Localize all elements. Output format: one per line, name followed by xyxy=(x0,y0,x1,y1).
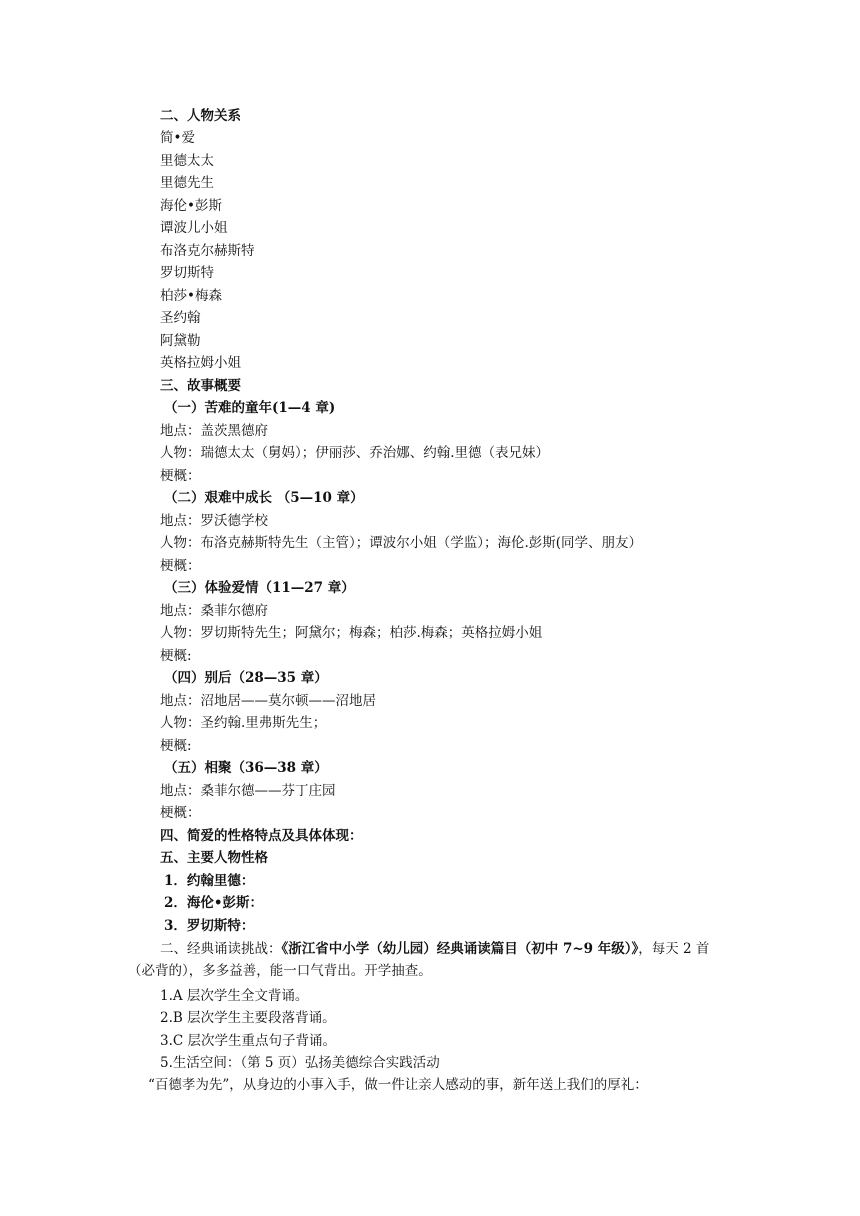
recitation-lead: 二、经典诵读挑战： xyxy=(160,941,282,957)
character-item: 布洛克尔赫斯特 xyxy=(160,243,255,259)
character-item: 阿黛勒 xyxy=(160,333,201,349)
level-item: 3.C 层次学生重点句子背诵。 xyxy=(160,1033,337,1049)
character-item: 里德先生 xyxy=(160,175,214,191)
section-heading-story: 三、故事概要 xyxy=(160,378,241,394)
people-line: 人物：瑞德太太（舅妈）；伊丽莎、乔治娜、约翰.里德（表兄妹） xyxy=(160,445,550,461)
chapter-heading: （三）体验爱情（11—27 章） xyxy=(164,580,355,596)
chapter-heading: （五）相聚（36—38 章） xyxy=(164,760,328,776)
summary-line: 梗概： xyxy=(160,805,201,821)
summary-line: 梗概: xyxy=(160,648,192,664)
character-item: 谭波儿小姐 xyxy=(160,220,228,236)
chapter-heading: （一）苦难的童年(1—4 章) xyxy=(164,400,336,416)
level-item: 2.B 层次学生主要段落背诵。 xyxy=(160,1010,336,1026)
summary-line: 梗概： xyxy=(160,558,201,574)
personality-item: 1．约翰里德： xyxy=(164,873,255,889)
character-item: 英格拉姆小姐 xyxy=(160,355,241,371)
place-line: 地点：沼地居——莫尔顿——沼地居 xyxy=(160,693,376,709)
life-space-line: 5.生活空间：（第 5 页）弘扬美德综合实践活动 xyxy=(160,1055,440,1071)
place-line: 地点：桑菲尔德府 xyxy=(160,603,268,619)
chapter-heading: （四）别后（28—35 章） xyxy=(164,670,328,686)
place-line: 地点：桑菲尔德——芬丁庄园 xyxy=(160,783,336,799)
recitation-paragraph xyxy=(128,938,736,982)
section-heading-personalities: 五、主要人物性格 xyxy=(160,850,268,866)
recitation-tail: ，每天 2 首（必背的），多多益善，能一口气背出。开学抽查。 xyxy=(128,941,710,979)
life-space-description: “百德孝为先”，从身边的小事入手，做一件让亲人感动的事，新年送上我们的厚礼： xyxy=(148,1077,648,1093)
section-heading-traits: 四、简爱的性格特点及具体体现： xyxy=(160,828,363,844)
character-item: 海伦•彭斯 xyxy=(160,198,222,214)
personality-item: 2．海伦•彭斯： xyxy=(164,895,264,911)
chapter-heading: （二）艰难中成长 （5—10 章） xyxy=(164,490,364,506)
people-line: 人物：布洛克赫斯特先生（主管）；谭波尔小姐（学监）；海伦.彭斯(同学、朋友） xyxy=(160,535,643,551)
character-item: 柏莎•梅森 xyxy=(160,288,222,304)
character-item: 里德太太 xyxy=(160,153,214,169)
people-line: 人物：圣约翰.里弗斯先生； xyxy=(160,715,327,731)
character-item: 罗切斯特 xyxy=(160,265,214,281)
summary-line: 梗概： xyxy=(160,468,201,484)
people-line: 人物：罗切斯特先生；阿黛尔；梅森；柏莎.梅森；英格拉姆小姐 xyxy=(160,625,543,641)
personality-item: 3．罗切斯特： xyxy=(164,918,255,934)
level-item: 1.A 层次学生全文背诵。 xyxy=(160,988,309,1004)
place-line: 地点：罗沃德学校 xyxy=(160,513,268,529)
recitation-book-title: 《浙江省中小学（幼儿园）经典诵读篇目（初中 7~9 年级）》 xyxy=(281,941,639,957)
character-item: 圣约翰 xyxy=(160,310,201,326)
place-line: 地点：盖茨黑德府 xyxy=(160,423,268,439)
summary-line: 梗概: xyxy=(160,738,192,754)
character-item: 简•爱 xyxy=(160,130,195,146)
section-heading-relationships: 二、人物关系 xyxy=(160,108,241,124)
